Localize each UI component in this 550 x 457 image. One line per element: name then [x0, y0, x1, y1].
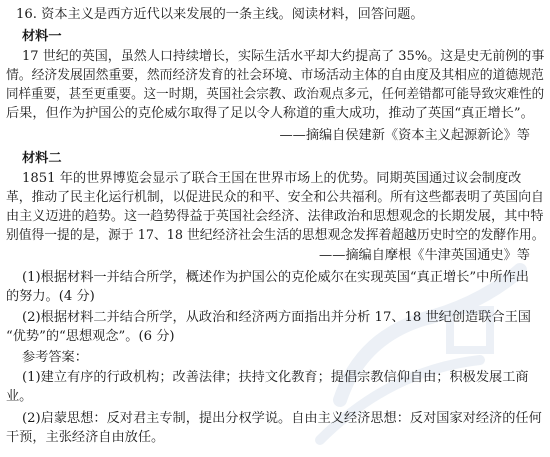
answer-heading: 参考答案：: [22, 350, 88, 365]
material2-line: 别值得一提的是，源于 17、18 世纪经济社会生活的思想观念发挥着超越历史时空的发酵作用。: [6, 228, 545, 243]
question1-line: (1)根据材料一并结合所学，概述作为护国公的克伦威尔在实现英国“真正增长”中所作出: [22, 270, 529, 285]
material1-line: 同样重要，甚至更重要。这一时期，英国社会宗教、政治观点多元，任何差错都可能导致灾难性的: [6, 87, 545, 102]
question-title: 16. 资本主义是西方近代以来发展的一条主线。阅读材料，回答问题。: [16, 7, 424, 22]
answer2-line: (2)启蒙思想：反对君主专制，提出分权学说。自由主义经济思想：反对国家对经济的任何: [22, 411, 542, 426]
material2-source: ——摘编自摩根《牛津英国通史》等: [319, 248, 530, 263]
question2-line: (2)根据材料二并结合所学，从政治和经济两方面指出并分析 17、18 世纪创造联合王国: [22, 310, 531, 325]
material2-line: 革，推动了民主化运行机制，以促进民众的和平、安全和公共福利。所有这些都表明了英国向自: [6, 190, 544, 205]
answer2-line: 干预，主张经济自由放任。: [6, 430, 165, 445]
material1-line: 情。经济发展固然重要，然而经济发育的社会环境、市场活动主体的自由度及其相应的道德规范: [6, 68, 544, 83]
material1-line: 17 世纪的英国，虽然人口持续增长，实际生活水平却大约提高了 35%。这是史无前例的事: [22, 49, 545, 64]
answer1-line: (1)建立有序的行政机构；改善法律；扶持文化教育；提倡宗教信仰自由；积极发展工商: [22, 370, 529, 385]
material2-heading: 材料二: [22, 151, 62, 166]
material1-source: ——摘编自侯建新《资本主义起源新论》等: [279, 128, 530, 143]
material2-line: 由主义迈进的趋势。这一趋势得益于英国社会经济、法律政治和思想观念的长期发展，其中特: [6, 209, 544, 224]
material1-line: 后果，但作为护国公的克伦威尔取得了足以令人称道的重大成功，推动了英国“真正增长”。: [6, 106, 534, 121]
question2-line: “优势”的“思想观念”。(6 分): [6, 329, 175, 344]
material2-line: 1851 年的世界博览会显示了联合王国在世界市场上的优势。同期英国通过议会制度改: [22, 171, 522, 186]
answer1-line: 业。: [6, 389, 33, 404]
question1-line: 的努力。(4 分): [6, 289, 95, 304]
material1-heading: 材料一: [22, 29, 62, 44]
